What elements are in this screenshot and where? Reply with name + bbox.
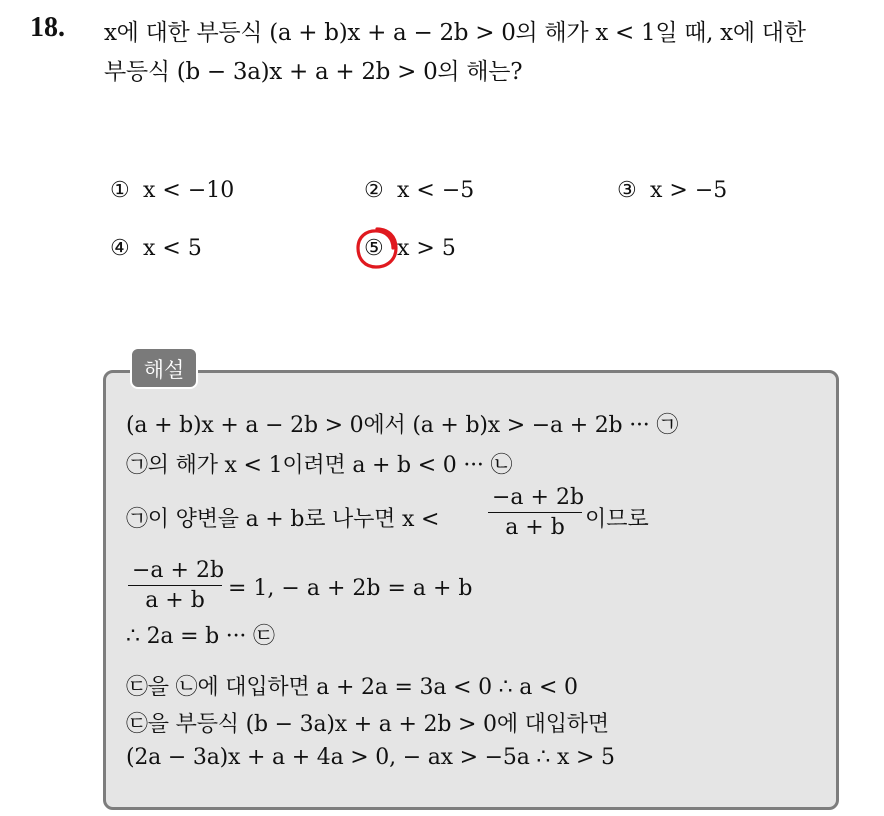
solution-line-4-suffix: = 1, − a + 2b = a + b [228, 576, 473, 601]
question-line-2: 부등식 (b − 3a)x + a + 2b > 0의 해는? [104, 59, 523, 85]
choice-4-text: x < 5 [143, 236, 202, 261]
solution-line-6: ㉢을 ㉡에 대입하면 a + 2a = 3a < 0 ∴ a < 0 [126, 675, 578, 700]
choice-2[interactable] [364, 178, 474, 203]
choice-3[interactable] [617, 178, 727, 203]
choice-1-mark: ① [110, 178, 130, 203]
solution-line-3-suffix: 이므로 [585, 507, 649, 532]
fraction-1-denominator: a + b [505, 515, 565, 540]
solution-line-1: (a + b)x + a − 2b > 0에서 (a + b)x > −a + 2b ··· ㉠ [126, 413, 679, 438]
choice-4[interactable] [110, 236, 202, 261]
choice-1[interactable] [110, 178, 234, 203]
solution-line-3-prefix: ㉠이 양변을 a + b로 나누면 x < [126, 507, 440, 532]
question-line-1: x에 대한 부등식 (a + b)x + a − 2b > 0의 해가 x < 1일 때, x에 대한 [104, 20, 806, 46]
solution-tag: 해설 [130, 347, 198, 389]
choice-1-text: x < −10 [143, 178, 235, 203]
choice-2-text: x < −5 [397, 178, 475, 203]
fraction-1-numerator: −a + 2b [488, 485, 582, 513]
question-number: 18. [30, 12, 65, 43]
fraction-2 [128, 558, 225, 613]
solution-line-8: (2a − 3a)x + a + 4a > 0, − ax > −5a ∴ x > 5 [126, 745, 615, 770]
solution-line-2: ㉠의 해가 x < 1이려면 a + b < 0 ··· ㉡ [126, 453, 513, 478]
choice-5[interactable] [364, 236, 456, 261]
choice-2-mark: ② [364, 178, 384, 203]
solution-line-7: ㉢을 부등식 (b − 3a)x + a + 2b > 0에 대입하면 [126, 712, 609, 737]
fraction-2-denominator: a + b [145, 588, 205, 613]
choice-3-text: x > −5 [650, 178, 728, 203]
choice-5-mark: ⑤ [364, 236, 384, 261]
choice-4-mark: ④ [110, 236, 130, 261]
fraction-2-numerator: −a + 2b [128, 558, 222, 586]
solution-line-5: ∴ 2a = b ··· ㉢ [126, 624, 275, 649]
fraction-1 [488, 485, 585, 540]
choice-3-mark: ③ [617, 178, 637, 203]
choice-5-text: x > 5 [397, 236, 456, 261]
